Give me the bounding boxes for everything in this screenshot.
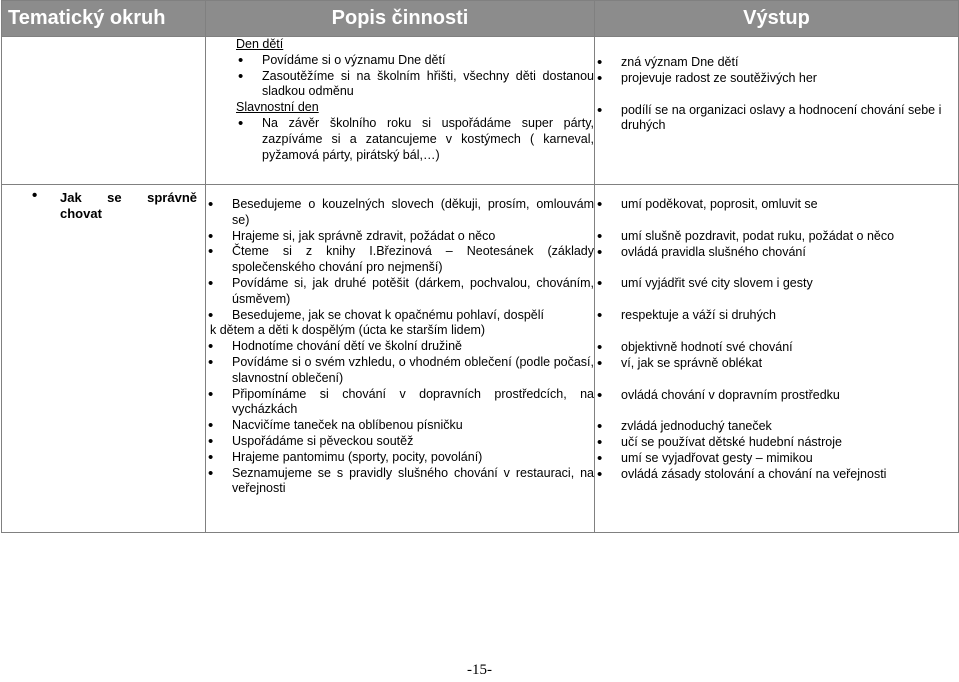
header-outcomes: Výstup [595, 1, 959, 37]
list-item: • ví, jak se správně oblékat [595, 356, 958, 372]
list-item: • Připomínáme si chování v dopravních prostředcích, na vycházkách [206, 387, 594, 419]
list-item: • Seznamujeme se s pravidly slušného chování v restauraci, na veřejnosti [206, 466, 594, 498]
list-item: • učí se používat dětské hudební nástroje [595, 435, 958, 451]
list-item: • umí vyjádřit své city slovem i gesty [595, 276, 958, 292]
list-item: • ovládá chování v dopravním prostředku [595, 388, 958, 404]
row2-outcomes-cell [595, 185, 959, 533]
list-item: • zná význam Dne dětí [595, 55, 958, 71]
header-topic: Tematický okruh [2, 1, 206, 37]
row-children-day [2, 37, 959, 185]
list-item: • Hodnotíme chování dětí ve školní družině [206, 339, 594, 355]
row1-outcomes-list [595, 55, 958, 134]
row2-activity-continuation: k dětem a děti k dospělým (úcta ke starším lidem) [210, 323, 486, 338]
list-item: • Hrajeme si, jak správně zdravit, požádat o něco [206, 229, 594, 245]
list-item: • Povídáme si, jak druhé potěšit (dárkem, pochvalou, chováním, úsměvem) [206, 276, 594, 308]
list-item: • Na závěr školního roku si uspořádáme super párty, zazpíváme si a zatancujeme v kostýmech ( karneval, pyžamová párty, pirátský bál,…) [236, 116, 594, 163]
list-item: • umí se vyjadřovat gesty – mimikou [595, 451, 958, 467]
header-row [2, 1, 959, 37]
row1-topic-cell [2, 37, 206, 185]
list-item: • respektuje a váží si druhých [595, 308, 958, 324]
row1-section2-list [236, 116, 594, 163]
list-item: • Nacvičíme taneček na oblíbenou písničku [206, 418, 594, 434]
row2-topic-line1: Jak se správně [60, 190, 197, 205]
page-number: -15- [467, 662, 492, 678]
list-item: • Povídáme si o svém vzhledu, o vhodném oblečení (podle počasí, slavnostní oblečení) [206, 355, 594, 387]
list-item: • ovládá zásady stolování a chování na veřejnosti [595, 467, 958, 483]
row2-topic-line2: chovat [60, 206, 102, 221]
list-item: • Povídáme si o významu Dne dětí [236, 53, 594, 69]
section-title-children-day: Den dětí [236, 37, 284, 51]
list-item: • Uspořádáme si pěveckou soutěž [206, 434, 594, 450]
list-item: • umí slušně pozdravit, podat ruku, požádat o něco [595, 229, 958, 245]
row1-outcomes-cell [595, 37, 959, 185]
list-item: • Zasoutěžíme si na školním hřišti, všechny děti dostanou sladkou odměnu [236, 69, 594, 101]
row2-outcomes-list [595, 197, 958, 483]
row2-activities-list [206, 197, 594, 323]
section-title-celebration: Slavnostní den [236, 100, 319, 115]
row1-activities-cell [206, 37, 595, 185]
list-item: • Besedujeme o kouzelných slovech (děkuji, prosím, omlouvám se) [206, 197, 594, 229]
list-item: • ovládá pravidla slušného chování [595, 245, 958, 261]
row2-activities-list-2 [206, 339, 594, 497]
row2-topic-cell [2, 185, 206, 533]
row1-section1-list [236, 53, 594, 100]
list-item: • Hrajeme pantomimu (sporty, pocity, povolání) [206, 450, 594, 466]
curriculum-table [1, 0, 959, 533]
bullet-icon: • [32, 187, 38, 204]
row-behaviour [2, 185, 959, 533]
list-item: • projevuje radost ze soutěživých her [595, 71, 958, 87]
list-item: • objektivně hodnotí své chování [595, 340, 958, 356]
list-item: • podílí se na organizaci oslavy a hodnocení chování sebe i druhých [595, 103, 958, 135]
list-item: • Besedujeme, jak se chovat k opačnému pohlaví, dospělí [206, 308, 594, 324]
list-item: • Čteme si z knihy I.Březinová – Neotesánek (základy společenského chování pro nejmenší) [206, 244, 594, 276]
list-item: • zvládá jednoduchý taneček [595, 419, 958, 435]
list-item: • umí poděkovat, poprosit, omluvit se [595, 197, 958, 213]
row2-activities-cell [206, 185, 595, 533]
header-activities: Popis činnosti [206, 1, 595, 37]
